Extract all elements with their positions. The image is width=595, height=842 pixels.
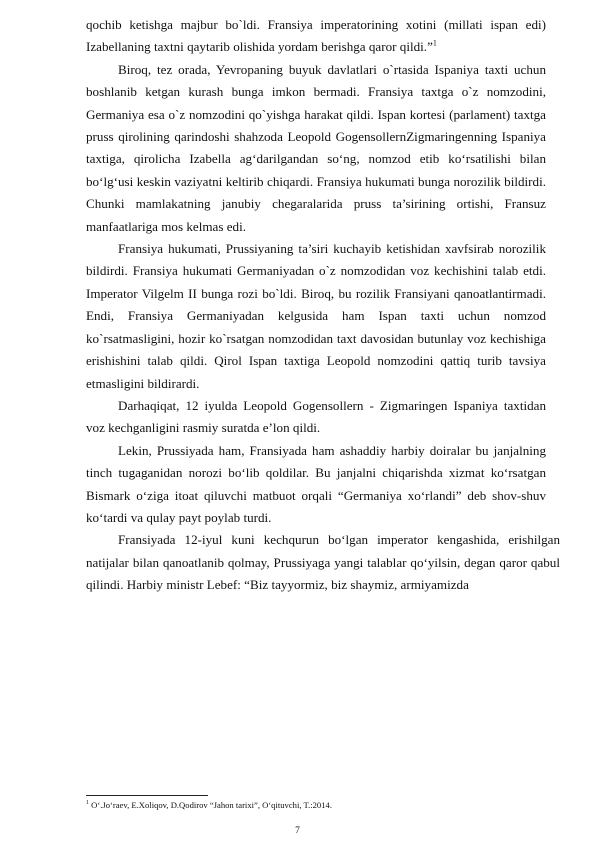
body-text bbox=[86, 14, 560, 597]
paragraph-1-text: qochib ketishga majbur bo`ldi. Fransiya imperatorining xotini (millati ispan edi) Izabellaning taxtni qaytarib olishida yordam berishga qaror qildi.” bbox=[86, 17, 546, 55]
footnote bbox=[86, 799, 332, 811]
page-number: 7 bbox=[295, 826, 300, 836]
paragraph-1 bbox=[86, 14, 546, 59]
paragraph-6: Fransiyada 12-iyul kuni kechqurun bo‘lgan imperator kengashida, erishilgan natijalar bilan qanoatlanib qolmay, Prussiyaga yangi talablar qo‘yilsin, degan qaror qabul qilindi. Harbiy ministr Lebef: “Biz tayyormiz, biz shaymiz, armiyamizda bbox=[86, 532, 560, 593]
footnote-marker: 1 bbox=[86, 800, 89, 807]
paragraph-3: Fransiya hukumati, Prussiyaning ta’siri kuchayib ketishidan xavfsirab norozilik bildirdi. Fransiya hukumati Germaniyadan o`z nomzodidan voz kechishini talab etdi. Imperator Vilgelm II bunga rozi bo`ldi. Biroq, bu rozilik Fransiyani qanoatlantirmadi. Endi, Fransiya Germaniyadan kelgusida ham Ispan taxti uchun nomzod ko`rsatmasligini, hozir ko`rsatgan nomzodidan taxt davosidan butunlay voz kechishiga erishishini talab qildi. Qirol Ispan taxtiga Leopold nomzodini qattiq turib tavsiya etmasligini bildirardi. bbox=[86, 241, 546, 391]
footnote-reference[interactable]: 1 bbox=[432, 39, 437, 49]
paragraph-2: Biroq, tez orada, Yevropaning buyuk davlatlari o`rtasida Ispaniya taxti uchun boshlanib ketgan kurash bunga imkon bermadi. Fransiya taxtga o`z nomzodini, Germaniya esa o`z nomzodini qo`yishga harakat qildi. Ispan kortesi (parlament) taxtga pruss qirolining qarindoshi shahzoda Leopold GogensollernZigmaringenning Ispaniya taxtiga, qirolicha Izabella ag‘darilgandan so‘ng, nomzod etib ko‘rsatilishi bilan bo‘lg‘usi keskin vaziyatni keltirib chiqardi. Fransiya hukumati bunga norozilik bildirdi. Chunki mamlakatning janubiy chegaralarida pruss ta’sirining ortishi, Fransuz manfaatlariga mos kelmas edi. bbox=[86, 61, 546, 234]
footnote-separator bbox=[86, 795, 208, 796]
footnote-text: O‘.Jo‘raev, E.Xoliqov, D.Qodirov “Jahon tarixi”, O‘qituvchi, T.:2014. bbox=[91, 800, 332, 810]
paragraph-5: Lekin, Prussiyada ham, Fransiyada ham ashaddiy harbiy doiralar bu janjalning tinch tugaganidan norozi bo‘lib qoldilar. Bu janjalni chiqarishda xizmat ko‘rsatgan Bismark o‘ziga itoat qiluvchi matbuot orqali “Germaniya xo‘rlandi” deb shov-shuv ko‘tardi va qulay payt poylab turdi. bbox=[86, 442, 546, 525]
paragraph-4: Darhaqiqat, 12 iyulda Leopold Gogensollern - Zigmaringen Ispaniya taxtidan voz kechganligini rasmiy suratda e’lon qildi. bbox=[86, 397, 546, 436]
